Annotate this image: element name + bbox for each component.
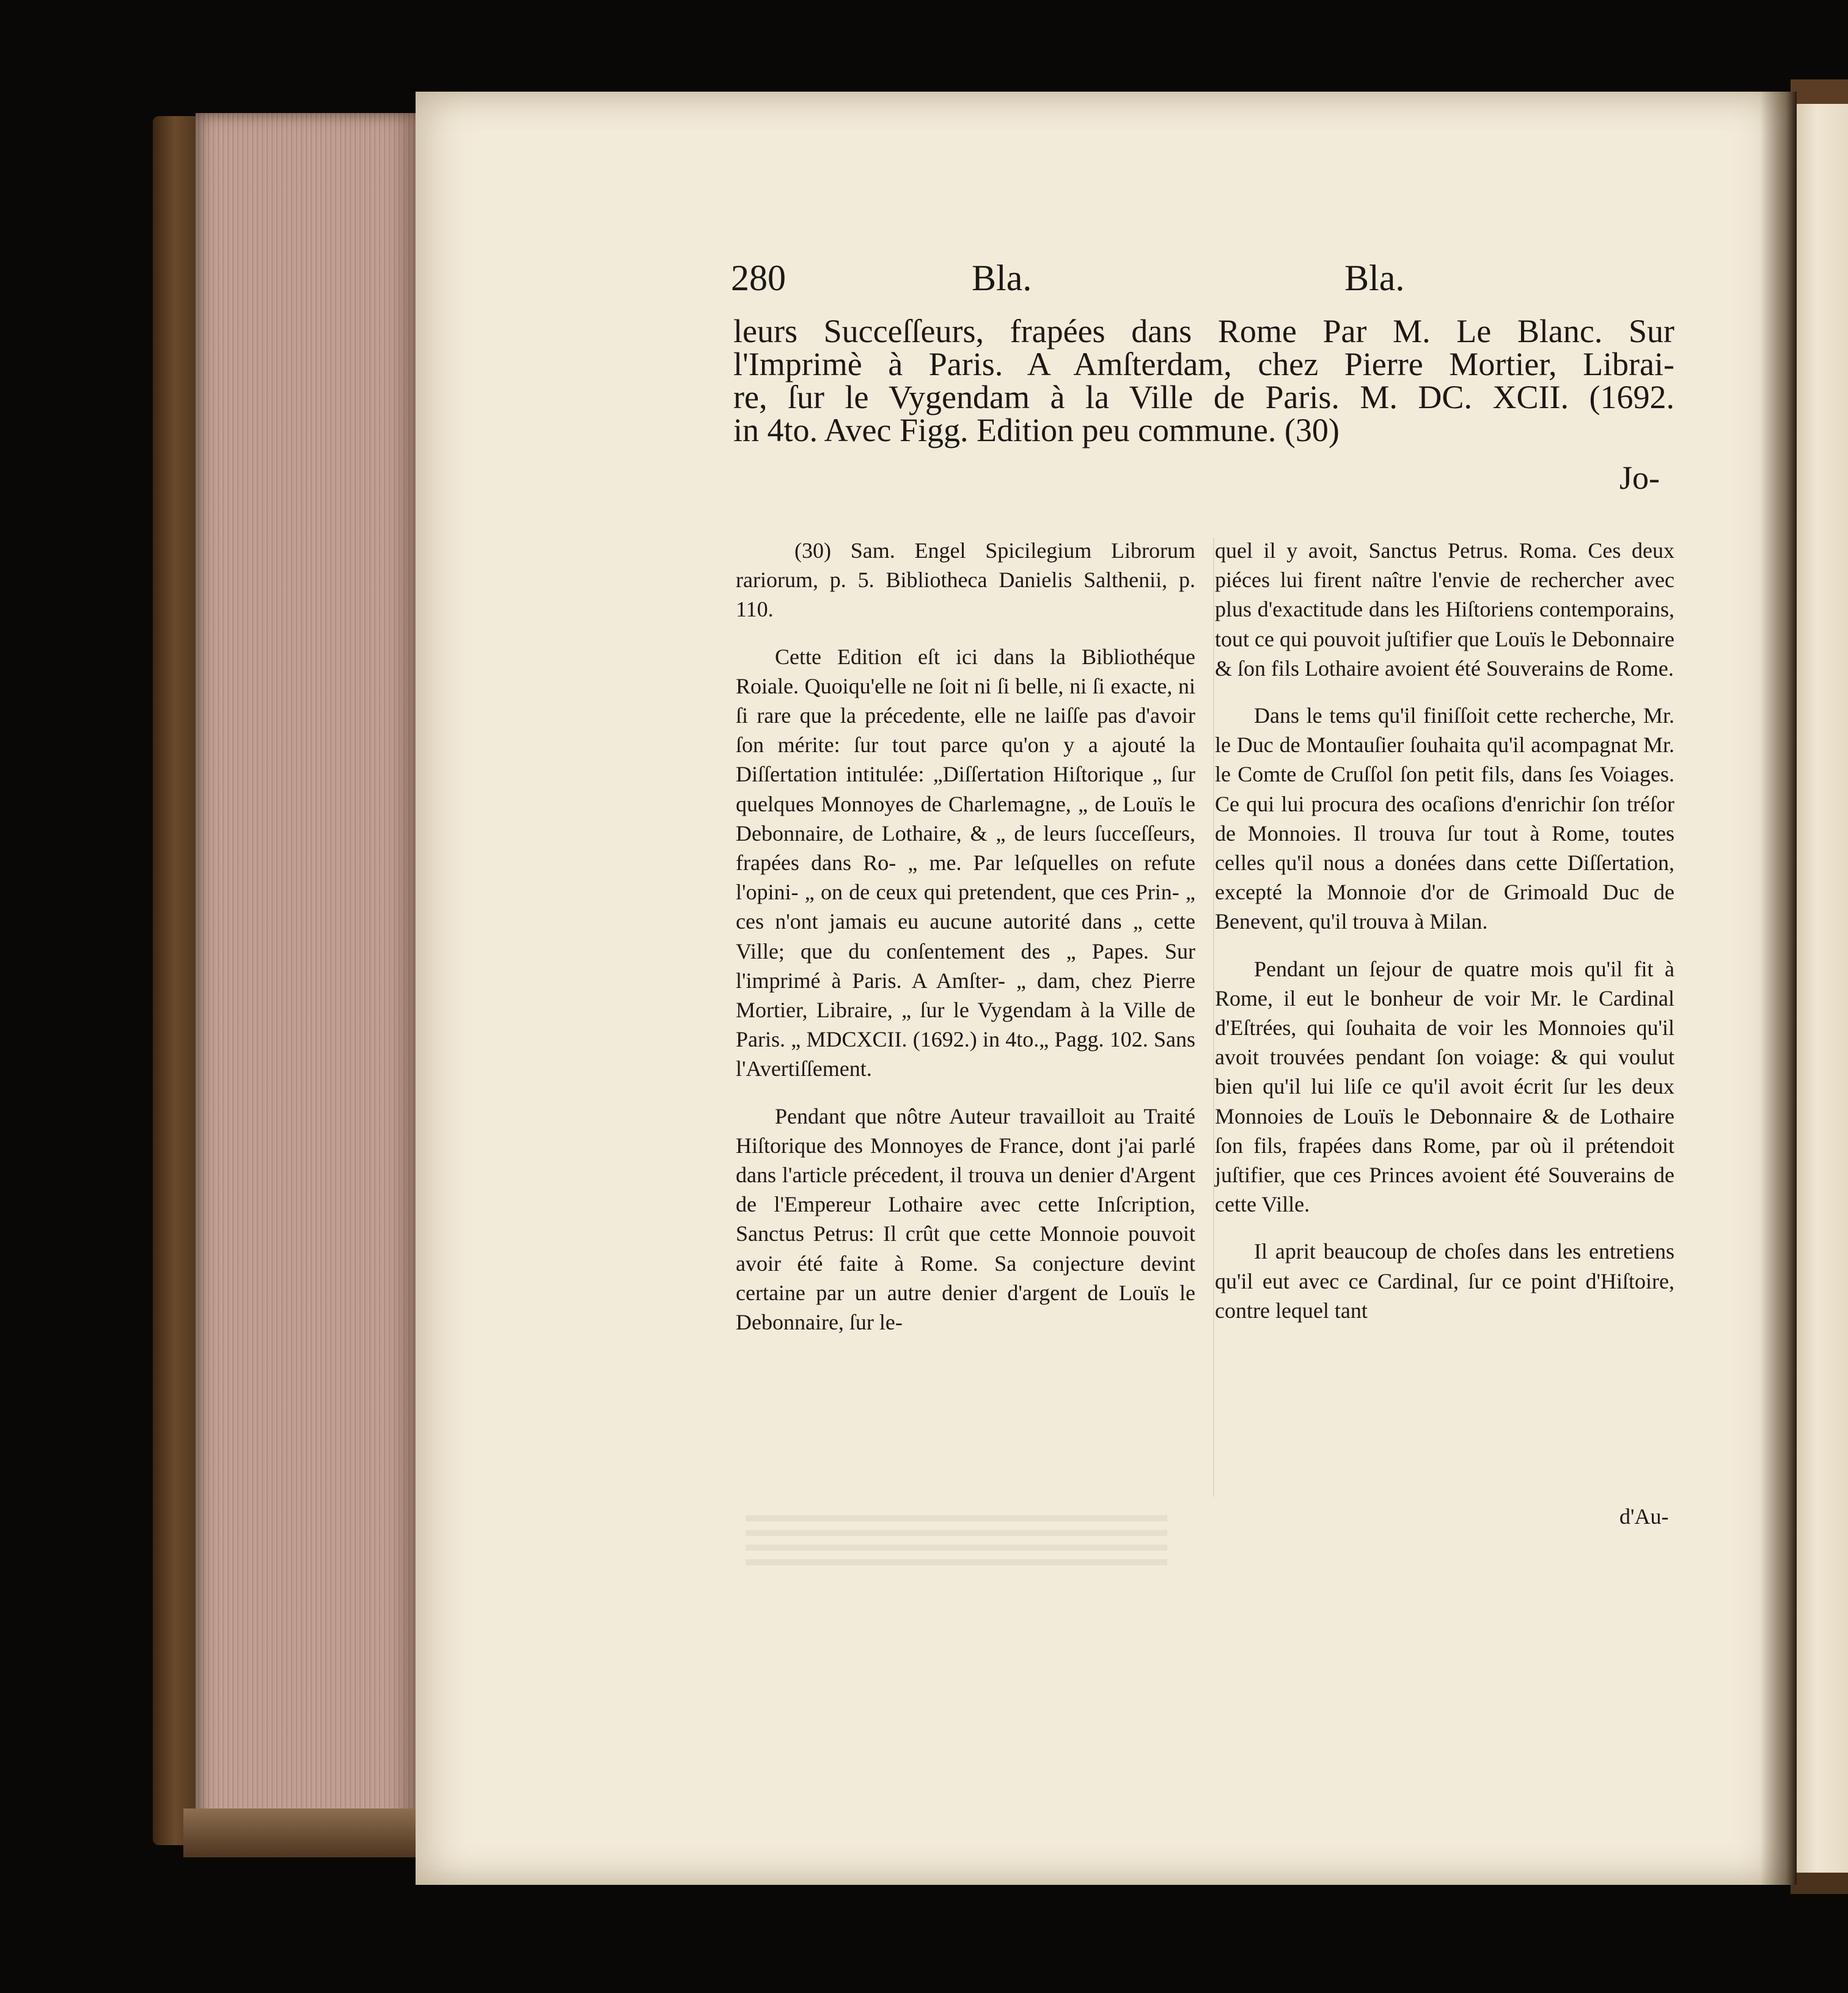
right-paragraph: quel il y avoit, Sanctus Petrus. Roma. Ces deux piéces lui firent naître l'envie de rechercher avec plus d'exactitude dans les Hiſtoriens contemporains, tout ce qui pouvoit juſtifier que Louïs le Debonnaire & ſon fils Lothaire avoient été Souverains de Rome. bbox=[1215, 538, 1674, 681]
left-paragraph: Pendant que nôtre Auteur travailloit au Traité Hiſtorique des Monnoyes de France, dont j'ai parlé dans l'article précedent, il trouva un denier d'Argent de l'Empereur Lothaire avec cette Inſcription, Sanctus Petrus: Il crût que cette Monnoie pouvoit avoir été faite à Rome. Sa conjecture devint certaine par un autre denier d'argent de Louïs le Debonnaire, ſur le- bbox=[736, 1103, 1195, 1335]
page-gutter-shadow bbox=[1760, 92, 1797, 1885]
facing-page bbox=[1797, 104, 1848, 1873]
column-divider bbox=[1213, 538, 1214, 1497]
right-column bbox=[1215, 536, 1674, 1343]
book-cover-bottom bbox=[183, 1808, 416, 1857]
top-catchword: Jo- bbox=[1619, 459, 1660, 496]
top-text-block bbox=[733, 315, 1674, 447]
top-text-line: re, ſur le Vygendam à la Ville de Paris. M. DC. XCII. (1692. bbox=[733, 379, 1674, 415]
right-paragraph: Pendant un ſejour de quatre mois qu'il fit à Rome, il eut le bonheur de voir Mr. le Cardinal d'Eſtrées, qui ſouhaita de voir les Monnoies qu'il avoit trouvées pendant ſon voiage: & qui voulut bien qu'il lui liſe ce qu'il avoit écrit ſur les deux Monnoies de Louïs le Debonnaire & de Lothaire ſon fils, frapées dans Rome, par où il prétendoit juſtifier, que ces Princes avoient été Souverains de cette Ville. bbox=[1215, 956, 1674, 1217]
book-cover-left bbox=[153, 116, 202, 1845]
running-head-left: Bla. bbox=[972, 258, 1032, 298]
running-head-right: Bla. bbox=[1344, 258, 1405, 298]
bottom-catchword: d'Au- bbox=[1619, 1504, 1669, 1529]
right-paragraph: Dans le tems qu'il finiſſoit cette recherche, Mr. le Duc de Montauſier ſouhaita qu'il acompagnat Mr. le Comte de Cruſſol ſon petit fils, dans ſes Voiages. Ce qui lui procura des ocaſions d'enrichir ſon tréſor de Monnoies. Il trouva ſur tout à Rome, toutes celles qu'il nous a donées dans cette Diſſertation, excepté la Monnoie d'or de Grimoald Duc de Benevent, qu'il trouva à Milan. bbox=[1215, 703, 1674, 934]
footnote-30: (30) Sam. Engel Spicilegium Librorum rariorum, p. 5. Bibliotheca Danielis Salthenii, p. 110. bbox=[736, 538, 1195, 622]
top-text-line: in 4to. Avec Figg. Edition peu commune. (30) bbox=[733, 412, 1340, 448]
left-column bbox=[736, 536, 1195, 1355]
right-paragraph: Il aprit beaucoup de choſes dans les entretiens qu'il eut avec ce Cardinal, ſur ce point d'Hiſtoire, contre lequel tant bbox=[1215, 1239, 1674, 1323]
top-text-line: leurs Succeſſeurs, frapées dans Rome Par M. Le Blanc. Sur bbox=[733, 313, 1674, 349]
show-through-text bbox=[746, 1515, 1167, 1570]
top-text-line: l'Imprimè à Paris. A Amſterdam, chez Pierre Mortier, Librai- bbox=[733, 346, 1674, 382]
page-edges bbox=[196, 113, 416, 1836]
page-number: 280 bbox=[731, 258, 786, 298]
left-paragraph: Cette Edition eſt ici dans la Bibliothéque Roiale. Quoiqu'elle ne ſoit ni ſi belle, ni ſi exacte, ni ſi rare que la précedente, elle ne laiſſe pas d'avoir ſon mérite: ſur tout parce qu'on y a ajouté la Diſſertation intitulée: „Diſſertation Hiſtorique „ ſur quelques Monnoyes de Charlemagne, „ de Louïs le Debonnaire, de Lothaire, & „ de leurs ſucceſſeurs, frapées dans Ro- „ me. Par leſquelles on refute l'opini- „ on de ceux qui pretendent, que ces Prin- „ ces n'ont jamais eu aucune autorité dans „ cette Ville; que du conſentement des „ Papes. Sur l'imprimé à Paris. A Amſter- „ dam, chez Pierre Mortier, Libraire, „ ſur le Vygendam à la Ville de Paris. „ MDCXCII. (1692.) in 4to.„ Pagg. 102. Sans l'Avertiſſement. bbox=[736, 644, 1195, 1081]
